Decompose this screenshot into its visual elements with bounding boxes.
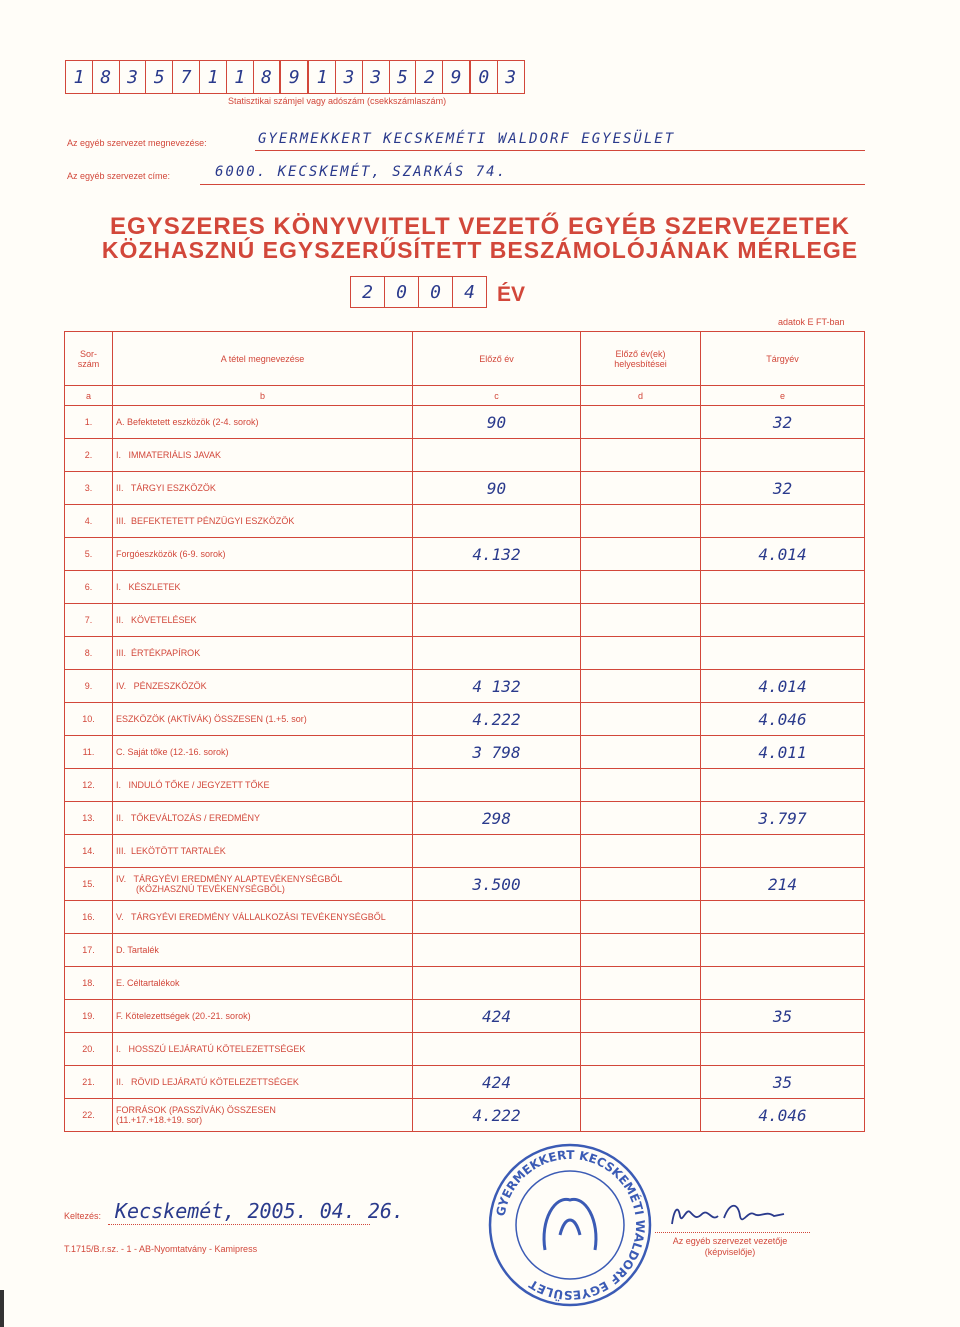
row-label: D. Tartalék (113, 934, 413, 967)
row-number: 15. (65, 868, 113, 901)
table-row (65, 406, 865, 439)
row-number: 21. (65, 1066, 113, 1099)
prev-year-value: 4.222 (413, 703, 581, 736)
row-number: 13. (65, 802, 113, 835)
current-year-value (701, 934, 865, 967)
row-label: A. Befektetett eszközök (2-4. sorok) (113, 406, 413, 439)
row-number: 20. (65, 1033, 113, 1066)
correction-value (581, 439, 701, 472)
letter-c: c (413, 386, 581, 406)
prev-year-value: 4.132 (413, 538, 581, 571)
table-letter-row (65, 386, 865, 406)
table-row (65, 835, 865, 868)
signature-caption-line1: Az egyéb szervezet vezetője (672, 1236, 788, 1246)
row-number: 14. (65, 835, 113, 868)
id-digit-cell: 3 (336, 61, 363, 93)
year-digit-cell: 2 (351, 277, 385, 307)
correction-value (581, 835, 701, 868)
current-year-value: 3.797 (701, 802, 865, 835)
correction-value (581, 538, 701, 571)
id-digit-cell: 9 (443, 61, 471, 93)
current-year-value (701, 637, 865, 670)
org-address-label: Az egyéb szervezet címe: (67, 171, 171, 181)
table-row (65, 1000, 865, 1033)
prev-year-value (413, 835, 581, 868)
organization-stamp (485, 1140, 655, 1310)
row-number: 4. (65, 505, 113, 538)
correction-value (581, 472, 701, 505)
id-number-boxes (65, 60, 525, 94)
header-prev-year: Előző év (413, 332, 581, 386)
id-digit-cell: 5 (390, 61, 417, 93)
row-number: 7. (65, 604, 113, 637)
table-row (65, 1033, 865, 1066)
id-digit-cell: 9 (281, 61, 309, 93)
row-label: IV. PÉNZESZKÖZÖK (113, 670, 413, 703)
letter-e: e (701, 386, 865, 406)
scan-edge-mark (0, 1290, 4, 1327)
prev-year-value (413, 769, 581, 802)
row-number: 16. (65, 901, 113, 934)
table-row (65, 538, 865, 571)
letter-b: b (113, 386, 413, 406)
id-digit-cell: 8 (93, 61, 120, 93)
balance-sheet-table (64, 331, 865, 1132)
org-address-underline (200, 184, 865, 185)
current-year-value (701, 769, 865, 802)
correction-value (581, 967, 701, 1000)
current-year-value (701, 439, 865, 472)
table-row (65, 967, 865, 1000)
row-label: E. Céltartalékok (113, 967, 413, 1000)
table-row (65, 571, 865, 604)
id-digit-cell: 7 (173, 61, 200, 93)
id-number-caption: Statisztikai számjel vagy adószám (csekkszámlaszám) (228, 96, 447, 106)
signature (668, 1198, 788, 1232)
correction-value (581, 769, 701, 802)
header-row-no: Sor- szám (65, 332, 113, 386)
header-corrections: Előző év(ek) helyesbítései (581, 332, 701, 386)
row-number: 11. (65, 736, 113, 769)
id-digit-cell: 1 (66, 61, 93, 93)
table-row (65, 934, 865, 967)
prev-year-value: 90 (413, 472, 581, 505)
table-row (65, 1099, 865, 1132)
current-year-value: 35 (701, 1000, 865, 1033)
table-row (65, 472, 865, 505)
prev-year-value (413, 934, 581, 967)
row-label: ESZKÖZÖK (AKTÍVÁK) ÖSSZESEN (1.+5. sor) (113, 703, 413, 736)
correction-value (581, 406, 701, 439)
row-label: II. RÖVID LEJÁRATÚ KÖTELEZETTSÉGEK (113, 1066, 413, 1099)
row-number: 8. (65, 637, 113, 670)
current-year-value (701, 571, 865, 604)
prev-year-value (413, 571, 581, 604)
row-label: C. Saját tőke (12.-16. sorok) (113, 736, 413, 769)
current-year-value: 35 (701, 1066, 865, 1099)
header-item: A tétel megnevezése (113, 332, 413, 386)
prev-year-value (413, 967, 581, 1000)
row-label: F. Kötelezettségek (20.-21. sorok) (113, 1000, 413, 1033)
table-row (65, 670, 865, 703)
correction-value (581, 1066, 701, 1099)
table-row (65, 604, 865, 637)
row-number: 2. (65, 439, 113, 472)
row-label: V. TÁRGYÉVI EREDMÉNY VÁLLALKOZÁSI TEVÉKENYSÉGBŐL (113, 901, 413, 934)
id-digit-cell: 3 (120, 61, 147, 93)
row-number: 17. (65, 934, 113, 967)
correction-value (581, 1000, 701, 1033)
row-label: III. BEFEKTETETT PÉNZÜGYI ESZKÖZÖK (113, 505, 413, 538)
prev-year-value: 424 (413, 1000, 581, 1033)
correction-value (581, 604, 701, 637)
correction-value (581, 736, 701, 769)
prev-year-value: 298 (413, 802, 581, 835)
table-row (65, 637, 865, 670)
row-number: 1. (65, 406, 113, 439)
current-year-value: 32 (701, 472, 865, 505)
row-number: 5. (65, 538, 113, 571)
form-code: T.1715/B.r.sz. - 1 - AB-Nyomtatvány - Kamipress (64, 1244, 258, 1254)
row-label: I. IMMATERIÁLIS JAVAK (113, 439, 413, 472)
id-digit-cell: 3 (505, 66, 517, 88)
current-year-value: 4.014 (701, 670, 865, 703)
signature-line (655, 1232, 810, 1233)
prev-year-value (413, 505, 581, 538)
correction-value (581, 1099, 701, 1132)
id-digit-cell: 5 (146, 61, 173, 93)
prev-year-value: 4.222 (413, 1099, 581, 1132)
current-year-value: 4.011 (701, 736, 865, 769)
row-label: I. INDULÓ TŐKE / JEGYZETT TŐKE (113, 769, 413, 802)
table-row (65, 736, 865, 769)
org-name-label: Az egyéb szervezet megnevezése: (67, 138, 207, 148)
table-row (65, 1066, 865, 1099)
stamp-text: GYERMEKKERT KECSKEMÉTI WALDORF EGYESÜLET (493, 1147, 648, 1303)
prev-year-value: 3 798 (413, 736, 581, 769)
org-name-value: GYERMEKKERT KECSKEMÉTI WALDORF EGYESÜLET (258, 131, 676, 147)
table-row (65, 505, 865, 538)
row-number: 19. (65, 1000, 113, 1033)
current-year-value (701, 835, 865, 868)
current-year-value (701, 604, 865, 637)
correction-value (581, 703, 701, 736)
form-title-line1: EGYSZERES KÖNYVVITELT VEZETŐ EGYÉB SZERVEZETEK (110, 213, 850, 240)
row-label: Forgóeszközök (6-9. sorok) (113, 538, 413, 571)
id-digit-cell: 8 (254, 61, 282, 93)
year-boxes (350, 276, 487, 308)
current-year-value (701, 505, 865, 538)
table-header-row (65, 332, 865, 386)
form-title-line2: KÖZHASZNÚ EGYSZERŰSÍTETT BESZÁMOLÓJÁNAK MÉRLEGE (101, 237, 859, 263)
correction-value (581, 934, 701, 967)
row-label: FORRÁSOK (PASSZÍVÁK) ÖSSZESEN (11.+17.+18.+19. sor) (113, 1099, 413, 1132)
prev-year-value (413, 901, 581, 934)
prev-year-value: 4 132 (413, 670, 581, 703)
row-label: III. LEKÖTÖTT TARTALÉK (113, 835, 413, 868)
correction-value (581, 505, 701, 538)
signature-caption (650, 1236, 810, 1258)
id-digit-cell: 1 (227, 61, 254, 93)
signature-caption-line2: (képviselője) (704, 1247, 756, 1257)
row-label: I. KÉSZLETEK (113, 571, 413, 604)
unit-note: adatok E FT-ban (778, 317, 845, 327)
prev-year-value: 90 (413, 406, 581, 439)
year-label: ÉV (497, 283, 526, 306)
date-underline (108, 1224, 370, 1225)
row-number: 10. (65, 703, 113, 736)
correction-value (581, 1033, 701, 1066)
org-name-underline (255, 150, 865, 151)
year-digit-cell: 4 (464, 281, 475, 303)
prev-year-value (413, 637, 581, 670)
current-year-value: 32 (701, 406, 865, 439)
correction-value (581, 901, 701, 934)
row-number: 12. (65, 769, 113, 802)
table-row (65, 901, 865, 934)
row-label: II. KÖVETELÉSEK (113, 604, 413, 637)
current-year-value: 214 (701, 868, 865, 901)
current-year-value: 4.014 (701, 538, 865, 571)
year-digit-cell: 0 (419, 277, 453, 307)
current-year-value (701, 901, 865, 934)
id-digit-cell: 1 (200, 61, 227, 93)
prev-year-value (413, 439, 581, 472)
letter-d: d (581, 386, 701, 406)
year-digit-cell: 0 (385, 277, 419, 307)
row-label: II. TŐKEVÁLTOZÁS / EREDMÉNY (113, 802, 413, 835)
table-row (65, 439, 865, 472)
table-row (65, 802, 865, 835)
current-year-value (701, 967, 865, 1000)
header-current-year: Tárgyév (701, 332, 865, 386)
row-label: IV. TÁRGYÉVI EREDMÉNY ALAPTEVÉKENYSÉGBŐL (KÖZHASZNÚ TEVÉKENYSÉGBŐL) (113, 868, 413, 901)
row-number: 6. (65, 571, 113, 604)
prev-year-value (413, 1033, 581, 1066)
table-row (65, 703, 865, 736)
correction-value (581, 637, 701, 670)
org-address-value: 6000. KECSKEMÉT, SZARKÁS 74. (215, 164, 508, 180)
row-number: 3. (65, 472, 113, 505)
id-digit-cell: 2 (416, 61, 443, 93)
letter-a: a (65, 386, 113, 406)
correction-value (581, 670, 701, 703)
correction-value (581, 868, 701, 901)
current-year-value: 4.046 (701, 703, 865, 736)
row-label: III. ÉRTÉKPAPÍROK (113, 637, 413, 670)
row-label: I. HOSSZÚ LEJÁRATÚ KÖTELEZETTSÉGEK (113, 1033, 413, 1066)
current-year-value: 4.046 (701, 1099, 865, 1132)
prev-year-value: 424 (413, 1066, 581, 1099)
id-digit-cell: 1 (309, 61, 336, 93)
id-digit-cell: 0 (471, 61, 498, 93)
correction-value (581, 802, 701, 835)
prev-year-value: 3.500 (413, 868, 581, 901)
correction-value (581, 571, 701, 604)
table-row (65, 769, 865, 802)
prev-year-value (413, 604, 581, 637)
id-digit-cell: 3 (363, 61, 390, 93)
current-year-value (701, 1033, 865, 1066)
date-label: Keltezés: (64, 1211, 102, 1221)
date-value: Kecskemét, 2005. 04. 26. (115, 1199, 404, 1223)
row-number: 9. (65, 670, 113, 703)
row-number: 18. (65, 967, 113, 1000)
table-row (65, 868, 865, 901)
row-number: 22. (65, 1099, 113, 1132)
row-label: II. TÁRGYI ESZKÖZÖK (113, 472, 413, 505)
